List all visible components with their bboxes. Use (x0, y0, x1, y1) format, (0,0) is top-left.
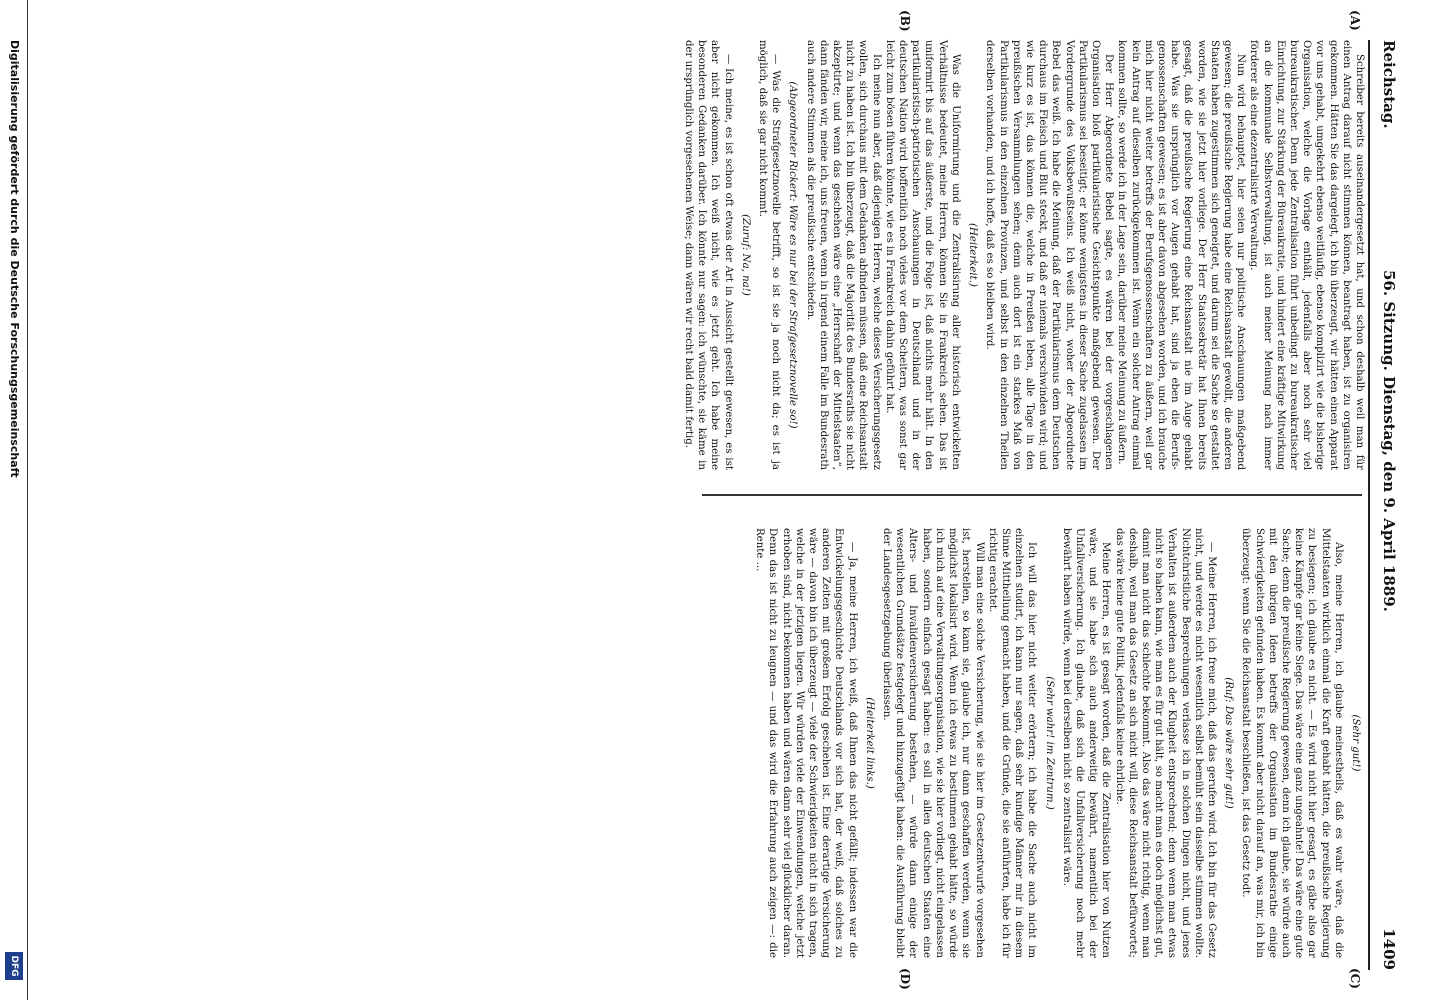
interjection: (Zuruf: Na, na!) (739, 214, 751, 296)
column-divider (702, 494, 1362, 496)
margin-marker-a: (A) (1348, 10, 1362, 31)
header-session: 56. Sitzung. Dienstag, den 9. April 1889. (1380, 270, 1398, 612)
header-rule (1368, 40, 1370, 970)
margin-marker-c: (C) (1348, 968, 1362, 989)
margin-marker-d: (D) (898, 968, 912, 990)
paragraph: Nun wird behauptet, hier seien nur politische Anschauungen maßgebend gewesen; die preußische Regierung habe eine Reichsanstalt gewollt, die anderen Staaten haben zugestimmen sich geneigtet, und darum sei die Sache so gestaltet worden, wie sie jetzt hier vorliege. Der Herr Staatssekretär hat Ihnen bereits gesagt, daß die preußische Regierung eine Reichsanstalt nie im Auge gehabt habe. Was sie ursprünglich vor Augen gehabt hat, sind ja eben die Berufsgenossenschaften gewesen; es ist aber davon abgesehen worden, und ich brauche mich hier nicht weiter betreffs der Berufsgenossenschaften zu äußern, weil gar kein Antrag auf dieselben zurückgekommen ist. Wenn ein solcher Antrag einmal kommen sollte, so werde ich in der Lage sein, darüber meine Meinung zu äußern. (1116, 40, 1247, 470)
dfg-logo: DFG (5, 952, 23, 980)
paragraph: Also, meine Herren, ich glaube meinestheils, daß es wahr wäre, daß die Mittelstaaten wirklich einmal die Kraft gehabt hätten, die preußische Regierung zu besiegen; ich glaube es nicht. — Es wird nicht hier gesagt, es gäbe also gar keine Kämpfe gar keine Siege. Das wäre eine ganz ungeahnte! Das wäre eine gute Sache; denn die preußische Regierung gewesen, denn ich glaube, sie würde auch mit den übrigen Ideen betreffs der Organisation im Bundesrathe einige Schwierigkeiten gefunden haben. Es kommt aber nicht darauf an, was mir, ich bin überzeugt: wenn Sie die Reichsanstalt beschließen, ist das Gesetz todt. (1240, 528, 1344, 958)
footer (0, 0, 28, 1000)
interjection: (Abgeordneter Rickert: Wäre es nur bei der Strafgesetznovelle so!) (787, 81, 799, 429)
page-number: 1409 (1380, 928, 1398, 970)
interjection: (Heiterkeit links.) (863, 697, 875, 789)
paragraph: — Was die Strafgesetznovelle betrifft, so ist sie ja noch nicht da; es ist ja möglich, daß sie gar nicht kommt. (757, 40, 782, 470)
paragraph: Will man eine solche Versicherung, wie sie hier im Gesetzentwurfe vorgesehen ist, herstellen, so kann sie, glaube ich, nur dann geschaffen werden, wenn sie möglichst lokalisirt wird. Wenn ich etwas zu bestimmen gehabt hätte, so würde ich mich auf eine Verwaltungsorganisation, wie sie hier vorliegt, nicht eingelassen haben, sondern einfach gesagt haben: es soll in allen deutschen Staaten eine Alters- und Invalidenversicherung bestehen, — würde dann einige der wesentlichen Grundsätze festgelegt und hinzugefügt haben: die Ausführung bleibt der Landesgesetzgebung überlassen. (881, 528, 985, 958)
paragraph: — Meine Herren, ich freue mich, daß das gerufen wird. Ich bin für das Gesetz nicht, und werde es nicht wesentlich selbst bemüht sein dasselbe stimmen wollte. Nichtchristliche Besprechungen verlasse ich in solchen Dingen nicht, und jenes Verhalten ist außerdem auch der Klugheit entsprechend; denn wenn man etwas nicht so haben kann, wie man es für gut hält, so macht man es doch möglichst gut, damit man nicht das schlechte bekommt. Also das wäre nicht richtig, wenn man deshalb, weil man das Gesetz an sich nicht will, diese Reichsanstalt befürwortet; das wäre keine gute Politik, jedenfalls keine ehrliche. (1113, 528, 1217, 958)
interjection: (Sehr gut!) (1350, 714, 1361, 772)
paragraph: — Ja, meine Herren, ich weiß, daß Ihnen das nicht gefällt; indessen war die Entwickelungsgeschichte Deutschlands vor sich hat, der weiß, daß solches zu anderen Zeiten mit großem Erfolg geschehen ist. Eine derartige Versicherung wäre — davon bin ich überzeugt — viele der Schwierigkeiten nicht in sich tragen, welche in der jetzigen liegen. Wir würden viele der Einwendungen, welche jetzt erhoben sind, nicht bekommen haben und wären dann sehr viel glücklicher daran. Denn das ist nicht zu leugnen — und das wird die Erfahrung auch zeigen —: die Rente ... (754, 528, 858, 958)
margin-marker-b: (B) (898, 10, 912, 32)
interjection: (Sehr wahr! im Zentrum.) (1043, 676, 1055, 810)
right-column (753, 528, 1366, 958)
footer-credit: Digitalisierung gefördert durch die Deutsche Forschungsgemeinschaft (8, 40, 21, 478)
paragraph: Schreiber bereits auseinandergesetzt hat, und schon deshalb weil man für einen Antrag darauf nicht stimmen können, beantragt haben, ist zu organisiren gekommen. Hätten Sie das dargelegt, ich bin überzeugt, wir hätten einen Apparat vor uns gehabt, umgekehrt ebenso weitläufig, ebenso komplizirt wie die bisherige Organisation, welche die Vorlage enthält, jedenfalls aber noch sehr viel bureaukratischer. Denn jede Zentralisation führt unbedingt zu bureaukratischer Einrichtung, zur Stärkung der Büreaukratie, und hindert eine kräftige Mitwirkung an die kommunale Selbstverwaltung, ist auch meiner Meinung nach immer förderer als eine dezentralisirte Verwaltung. (1248, 40, 1365, 470)
paragraph: Der Herr Abgeordnete Bebel sagte, es wären bei der vorgeschlagenen Organisation bloß partikularistische Gesichtspunkte maßgebend gewesen. Der Partikularismus sei beseitigt; er könne wenigstens in dieser Sache zugelassen im Vordergrunde des Volksbewußtseins. Ich weiß nicht, woher der Abgeordnete Bebel das weiß. Ich habe die Meinung, daß der Partikularismus dem Deutschen durchaus im Fleisch und Blut steckt, und daß er niemals verschwinden wird; und wie kurz es ist, das können die, welche in Preußen leben, alle Tage in den preußischen Versammlungen sehen; denn auch dort ist ein starkes Maß von Partikularismus in den einzelnen Provinzen, und selbst in den einzelnen Theilen derselben vorhanden, und ich hoffe, daß es so bleiben wird. (984, 40, 1115, 470)
page-header (1372, 40, 1398, 970)
interjection: (Ruf: Das wäre sehr gut!) (1223, 677, 1235, 809)
paragraph: Meine Herren, es ist gesagt worden, daß die Zentralisation hier von Nutzen wäre, und sie habe sich auch anderweitig bewährt, namentlich bei der Unfallversicherung. Ich glaube, daß sich die Unfallversicherung noch mehr bewährt haben würde, wenn bei derselben nicht so zentralisirt wäre. (1060, 528, 1112, 958)
header-title: Reichstag. (1380, 40, 1398, 129)
paragraph: Ich meine nun aber, daß diejenigen Herren, welche dieses Versicherungsgesetz wollen, sich durchaus mit dem Gedanken abfinden müssen, daß eine Reichsanstalt nicht zu haben ist. Ich bin überzeugt, daß die Majorität des Bundesraths sie nicht akzeptirte; und wenn das geschehen wäre eine „Herrschaft der Mittelstaaten“, dann fänden wir, meine ich, uns freuen, wenn in irgend einem Falle im Bundesrath auch andere Stimmen als die preußische entschieden. (804, 40, 882, 470)
paragraph: — Ich meine, es ist schon oft etwas der Art in Aussicht gestellt gewesen, es ist aber nicht gekommen. Ich weiß nicht, wie es jetzt geht. Ich habe meine besonderen Gedanken darüber. Ich könnte nur sagen: ich wünschte, sie käme in der ursprünglich vorgesehenen Weise; dann wären wir recht bald damit fertig. (683, 40, 734, 470)
left-column (682, 40, 1366, 470)
interjection: (Heiterkeit.) (967, 223, 979, 287)
paragraph: Was die Uniformirung und die Zentralisirung aller historisch entwickelten Verhältnisse bedeutet, meine Herren, können Sie in Frankreich sehen. Das ist uniformirt bis auf das äußerste, und die Folge ist, daß nichts mehr hält. In den partikularistisch-patriotischen Anschauungen in Deutschland und in der deutschen Nation wird hoffentlich noch vieles vor dem Scheitern, was sonst gar leicht zum bösen führen könnte, wie es in Frankreich dahin geführt hat. (883, 40, 961, 470)
paragraph: Ich will das hier nicht weiter erörtern; ich habe die Sache auch nicht im einzelnen studirt, ich kann nur sagen, daß sehr kundige Männer mir in diesem Sinne Mittheilung gemacht haben, und die Gründe, die sie anführten, habe ich für richtig erachtet. (986, 528, 1038, 958)
